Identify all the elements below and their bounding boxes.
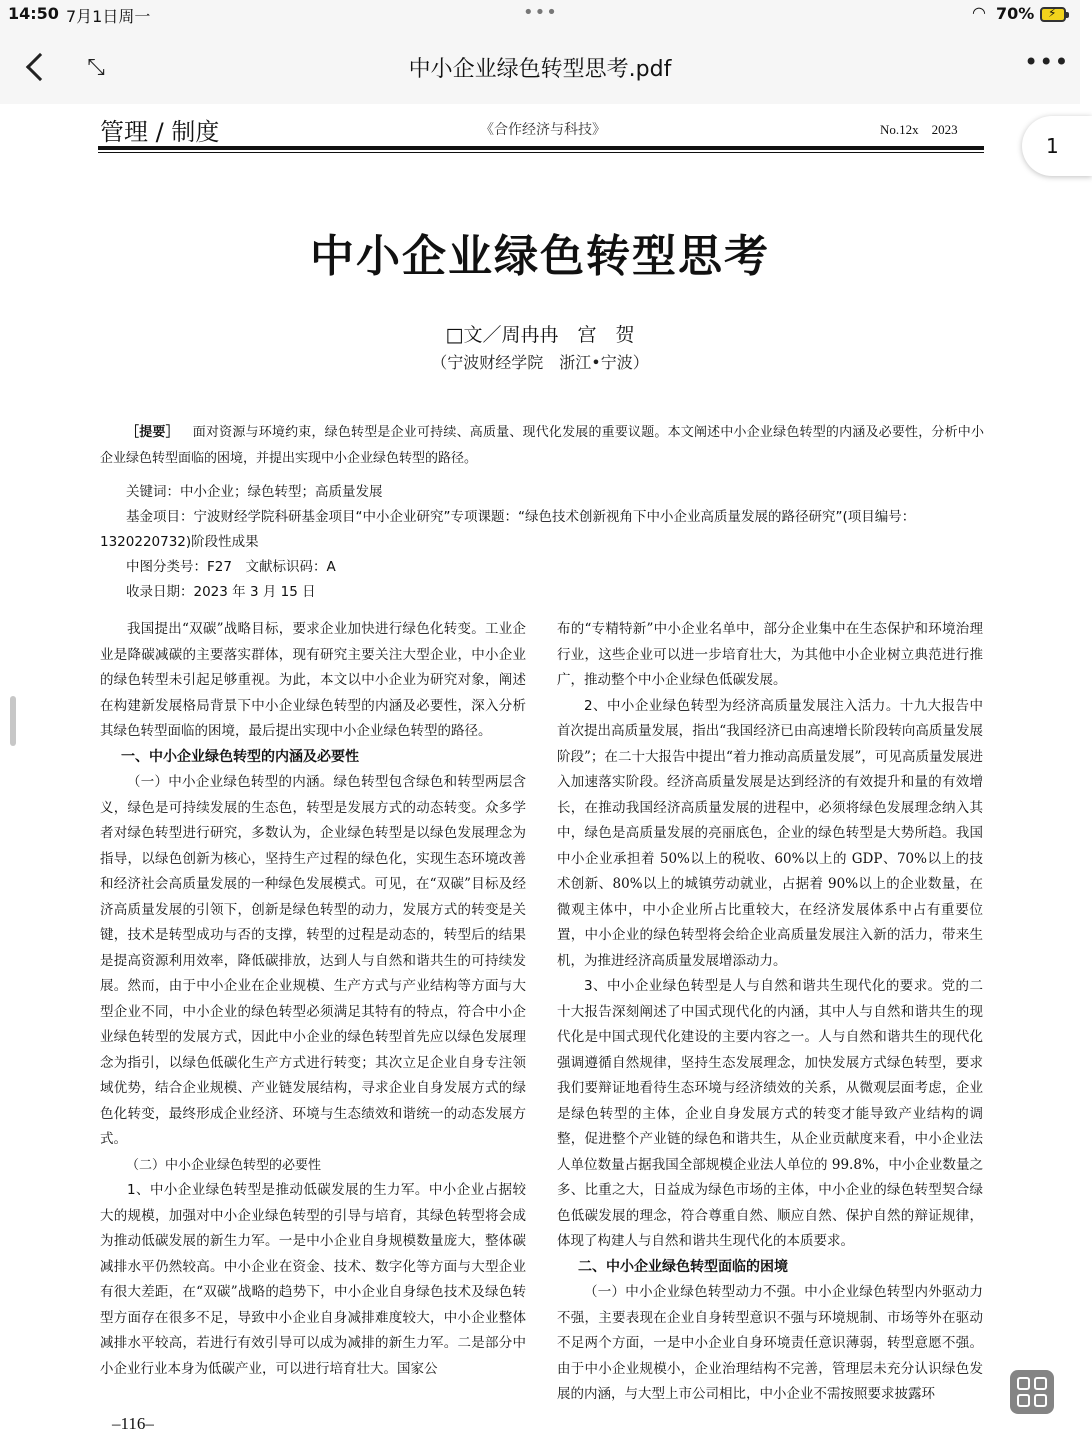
header-rule — [98, 146, 984, 150]
body-column-left — [100, 617, 526, 1387]
pdf-page — [0, 104, 1080, 1440]
journal-issue: No.12x 2023 — [880, 122, 958, 137]
document-title: 中小企业绿色转型思考.pdf — [408, 57, 672, 82]
body-paragraph — [557, 1280, 983, 1408]
abstract — [100, 420, 984, 472]
article-author: □文／周冉冉 宫 贺 — [445, 324, 635, 346]
subsection-lead: （一）中小企业绿色转型的内涵。 — [127, 774, 334, 790]
body-paragraph — [100, 770, 526, 1153]
section-heading: 二、中小企业绿色转型面临的困境 — [578, 1258, 788, 1275]
body-paragraph — [557, 974, 983, 1255]
subsection-lead: 2、中小企业绿色转型为经济高质量发展注入活力。 — [584, 697, 900, 714]
abstract-label: ［提要］ — [126, 425, 179, 440]
abstract-text: 面对资源与环境约束，绿色转型是企业可持续、高质量、现代化发展的重要议题。本文阐述中小企业绿色转型的内涵及必要性，分析中小企业绿色转型面临的困境，并提出实现中小企业绿色转型的路径。 — [100, 425, 984, 466]
status-date: 7月1日周一 — [66, 7, 151, 26]
paragraph-text: 绿色转型包含绿色和转型两层含义，绿色是可持续发展的生态色，转型是发展方式的动态转变。众多学者对绿色转型进行研究，多数认为，企业绿色转型是以绿色发展理念为指导，以绿色创新为核心，坚持生产过程的绿色化，实现生态环境改善和经济社会高质量发展的一种绿色发展模式。可见，在“双碳”目标及经济高质量发展的引领下，创新是绿色转型的动力，发展方式的转变是关键，技术是转型成功与否的支撑，转型的过程是动态的，转型后的结果是提高资源利用效率，降低碳排放，达到人与自然和谐共生的可持续发展。然而，由于中小企业在企业规模、生产方式与产业结构等方面与大型企业不同，中小企业的绿色转型必须满足其特有的特点，符合中小企业绿色转型的发展方式，因此中小企业的绿色转型首先应以绿色发展理念为指引，以绿色低碳化生产方式进行转变；其次立足企业自身专注领域优势，结合企业规模、产业链发展结构，寻求企业自身发展方式的绿色化转变，最终形成企业经济、环境与生态绩效和谐统一的动态发展方式。 — [100, 774, 527, 1147]
status-time: 14:50 — [8, 4, 59, 23]
body-paragraph — [100, 1178, 526, 1382]
keywords: 关键词：中小企业；绿色转型；高质量发展 — [126, 484, 383, 500]
page-number: –116– — [112, 1414, 154, 1433]
fund-project: 基金项目：宁波财经学院科研基金项目“中小企业研究”专项课题：“绿色技术创新视角下中小企业高质量发展的路径研究”(项目编号：1320220732)阶段性成果 — [100, 509, 916, 550]
battery-charging-icon: ⚡ — [1040, 7, 1066, 22]
journal-name: 《合作经济与科技》 — [480, 122, 606, 138]
multitasking-dots-icon[interactable]: ••• — [523, 2, 558, 23]
body-paragraph: 布的“专精特新”中小企业名单中，部分企业集中在生态保护和环境治理行业，这些企业可以进一步培育壮大，为其他中小企业树立典范进行推广，推动整个中小企业绿色低碳发展。 — [557, 621, 983, 688]
paragraph-text: 中小企业占据较大的规模，加强对中小企业绿色转型的引导与培育，其绿色转型将会成为推动低碳发展的新生力军。一是中小企业自身规模数量庞大，整体碳减排水平仍然较高。中小企业在资金、技术、数字化等方面与大型企业有很大差距，在“双碳”战略的趋势下，中小企业自身绿色技术及绿色转型方面存在很多不足，导致中小企业自身减排难度较大，中小企业整体减排水平较高，若进行有效引导可以成为减排的新生力军。二是部分中小企业行业本身为低碳产业，可以进行培育壮大。国家公 — [100, 1182, 527, 1377]
journal-column-name: 管理 / 制度 — [100, 118, 220, 146]
wifi-icon: ◠ — [972, 3, 986, 22]
page-indicator[interactable]: 1 — [1022, 116, 1092, 176]
body-column-right — [557, 617, 984, 1402]
pdf-viewer-toolbar — [0, 30, 1080, 104]
paragraph-text: 党的二十大报告深刻阐述了中国式现代化的内涵，其中人与自然和谐共生的现代化是中国式现代化建设的主要内容之一。人与自然和谐共生的现代化强调遵循自然规律，坚持生态发展理念，加快发展方式绿色转型，要求我们要辩证地看待生态环境与经济绩效的关系，从微观层面考虑，企业是绿色转型的主体，企业自身发展方式的转变才能导致产业结构的调整，促进整个产业链的绿色和谐共生，从企业贡献度来看，中小企业法人单位数量占据我国全部规模企业法人单位的 99.8%，中小企业数量之多、比重之大，日益成为绿色市场的主体，中小企业的绿色转型契合绿色低碳发展的理念，符合尊重自然、顺应自然、保护自然的辩证规律，体现了构建人与自然和谐共生现代化的本质要求。 — [557, 978, 983, 1249]
section-heading: 一、中小企业绿色转型的内涵及必要性 — [121, 748, 359, 765]
subsection-lead: 1、中小企业绿色转型是推动低碳发展的生力军。 — [127, 1182, 429, 1198]
subsection-heading: （二）中小企业绿色转型的必要性 — [126, 1157, 322, 1173]
body-paragraph — [557, 694, 983, 975]
status-bar — [0, 0, 1080, 30]
header-rule-thin — [98, 152, 984, 153]
back-chevron-icon[interactable] — [20, 48, 56, 88]
body-paragraph: 我国提出“双碳”战略目标，要求企业加快进行绿色化转变。工业企业是降碳减碳的主要落实群体，现有研究主要关注大型企业，中小企业的绿色转型未引起足够重视。为此，本文以中小企业为研究对象，阐述在构建新发展格局背景下中小企业绿色转型的内涵及必要性，深入分析其绿色转型面临的困境，最后提出实现中小企业绿色转型的路径。 — [100, 621, 526, 739]
author-affiliation: （宁波财经学院 浙江•宁波） — [431, 353, 649, 372]
article-title: 中小企业绿色转型思考 — [310, 231, 770, 282]
battery-percentage: 70% — [996, 4, 1035, 23]
subsection-lead: （一）中小企业绿色转型动力不强。 — [584, 1284, 805, 1300]
subsection-lead: 3、中小企业绿色转型是人与自然和谐共生现代化的要求。 — [584, 978, 942, 994]
paragraph-text: 中小企业绿色转型内外驱动力不强，主要表现在企业自身转型意识不强与环境规制、市场等外在驱动不足两个方面，一是中小企业自身环境责任意识薄弱，转型意愿不强。由于中小企业规模小，企业治理结构不完善，管理层未充分认识绿色发展的内涵，与大型上市公司相比，中小企业不需按照要求披露环 — [557, 1284, 984, 1402]
received-date: 收录日期：2023 年 3 月 15 日 — [126, 584, 316, 600]
classification-number: 中图分类号：F27 文献标识码：A — [126, 559, 336, 575]
more-options-icon[interactable]: ••• — [1024, 48, 1070, 76]
paragraph-text: 十九大报告中首次提出高质量发展，指出“我国经济已由高速增长阶段转向高质量发展阶段”；在二十大报告中提出“着力推动高质量发展”，可见高质量发展进入加速落实阶段。经济高质量发展是达到经济的有效提升和量的有效增长，在推动我国经济高质量发展的进程中，必须将绿色发展理念纳入其中，绿色是高质量发展的亮丽底色，企业的绿色转型是大势所趋。我国中小企业承担着 50%以上的税收、60%以上的 GDP、70%以上的技术创新、80%以上的城镇劳动就业，占据着 90%以上的企业数量，在微观主体中，中小企业所占比重较大，在经济发展体系中占有重要位置，中小企业的绿色转型将会给企业高质量发展注入新的活力，带来生机，为推进经济高质量发展增添动力。 — [557, 697, 983, 969]
thumbnail-grid-icon[interactable] — [1010, 1370, 1054, 1414]
collapse-arrows-icon[interactable]: ⤡ — [87, 55, 105, 80]
